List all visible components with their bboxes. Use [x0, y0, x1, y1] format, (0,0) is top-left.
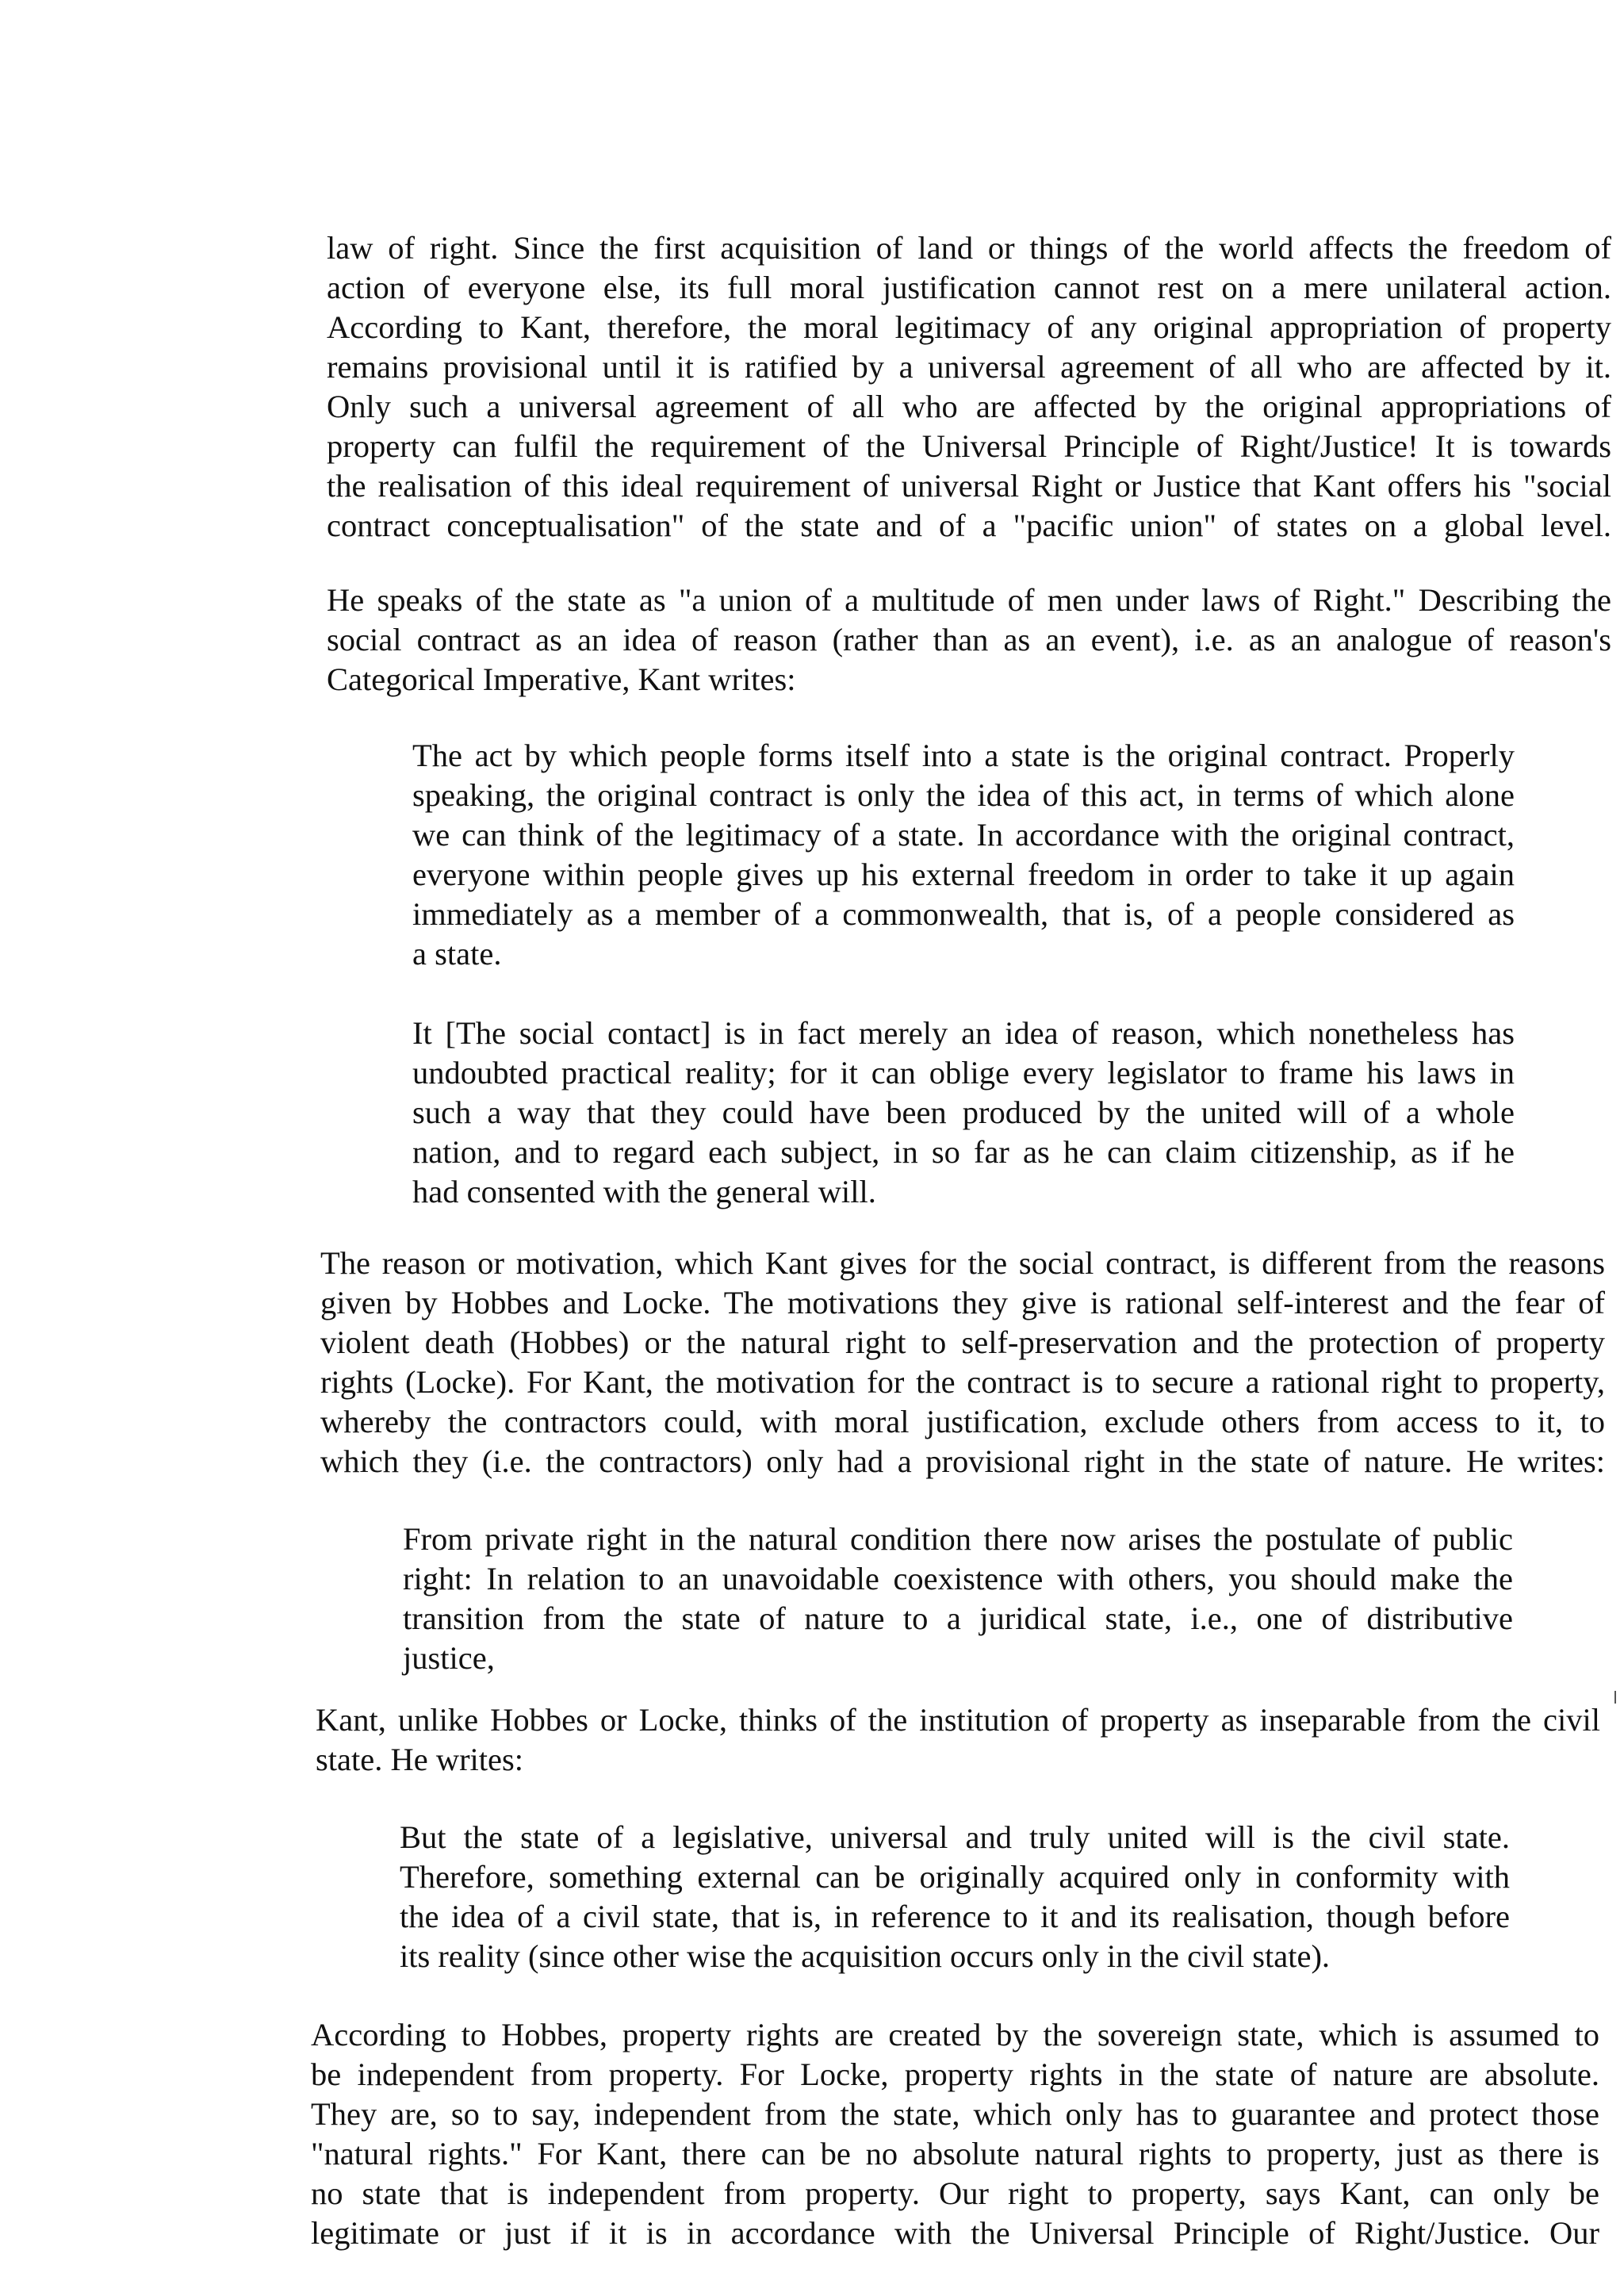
- text-line: "natural rights." For Kant, there can be no absolute natural rights to property, just as there is: [311, 2136, 1599, 2171]
- quote-line: Therefore, something external can be originally acquired only in conformity with: [400, 1859, 1510, 1895]
- text-line: action of everyone else, its full moral justification cannot rest on a mere unilateral action.: [327, 270, 1611, 305]
- text-line: According to Hobbes, property rights are created by the sovereign state, which is assumed to: [311, 2017, 1599, 2052]
- text-line: They are, so to say, independent from the state, which only has to guarantee and protect those: [311, 2096, 1599, 2132]
- quote-line: The act by which people forms itself into a state is the original contract. Properly: [412, 738, 1515, 773]
- text-line: rights (Locke). For Kant, the motivation for the contract is to secure a rational right to property,: [320, 1364, 1605, 1400]
- quote-line: transition from the state of nature to a juridical state, i.e., one of distributive: [403, 1600, 1513, 1636]
- text-line: law of right. Since the first acquisition of land or things of the world affects the freedom of: [327, 230, 1611, 266]
- quote-line: we can think of the legitimacy of a state. In accordance with the original contract,: [412, 817, 1515, 853]
- margin-mark: [1614, 1691, 1616, 1704]
- body-paragraph: [311, 2015, 1599, 2253]
- quote-line: nation, and to regard each subject, in so far as he can claim citizenship, as if he: [412, 1134, 1515, 1170]
- text-line: Only such a universal agreement of all who are affected by the original appropriations of: [327, 389, 1611, 424]
- text-line: violent death (Hobbes) or the natural right to self-preservation and the protection of property: [320, 1324, 1605, 1360]
- text-line: which they (i.e. the contractors) only had a provisional right in the state of nature. He writes:: [320, 1443, 1605, 1479]
- text-line: given by Hobbes and Locke. The motivations they give is rational self-interest and the fear of: [320, 1285, 1605, 1320]
- text-line: contract conceptualisation" of the state and of a "pacific union" of states on a global level.: [327, 508, 1611, 543]
- quote-line: such a way that they could have been produced by the united will of a whole: [412, 1094, 1515, 1130]
- block-quote: [403, 1520, 1513, 1678]
- block-quote: [412, 736, 1515, 974]
- text-line: state. He writes:: [316, 1742, 524, 1777]
- body-paragraph: [327, 228, 1611, 546]
- text-line: the realisation of this ideal requirement of universal Right or Justice that Kant offers his "social: [327, 468, 1611, 504]
- quote-line: right: In relation to an unavoidable coexistence with others, you should make the: [403, 1561, 1513, 1596]
- quote-line: But the state of a legislative, universal and truly united will is the civil state.: [400, 1819, 1510, 1855]
- quote-line: From private right in the natural condition there now arises the postulate of public: [403, 1521, 1513, 1557]
- body-paragraph: [316, 1700, 1600, 1780]
- text-line: Categorical Imperative, Kant writes:: [327, 661, 796, 697]
- body-paragraph: [327, 581, 1611, 699]
- block-quote: [412, 1014, 1515, 1212]
- quote-line: a state.: [412, 936, 502, 972]
- text-line: social contract as an idea of reason (rather than as an event), i.e. as an analogue of reason's: [327, 622, 1611, 657]
- text-line: remains provisional until it is ratified by a universal agreement of all who are affected by it.: [327, 349, 1611, 385]
- text-line: property can fulfil the requirement of the Universal Principle of Right/Justice! It is towards: [327, 428, 1611, 464]
- quote-line: speaking, the original contract is only the idea of this act, in terms of which alone: [412, 777, 1515, 813]
- quote-line: justice,: [403, 1640, 495, 1676]
- quote-line: the idea of a civil state, that is, in reference to it and its realisation, though before: [400, 1899, 1510, 1934]
- quote-line: everyone within people gives up his external freedom in order to take it up again: [412, 857, 1515, 892]
- quote-line: had consented with the general will.: [412, 1174, 876, 1209]
- quote-line: its reality (since other wise the acquisition occurs only in the civil state).: [400, 1938, 1331, 1974]
- text-line: According to Kant, therefore, the moral legitimacy of any original appropriation of property: [327, 309, 1611, 345]
- text-line: He speaks of the state as "a union of a multitude of men under laws of Right." Describing the: [327, 582, 1611, 618]
- text-line: no state that is independent from property. Our right to property, says Kant, can only be: [311, 2175, 1599, 2211]
- block-quote: [400, 1818, 1510, 1976]
- quote-line: undoubted practical reality; for it can oblige every legislator to frame his laws in: [412, 1055, 1515, 1090]
- text-line: The reason or motivation, which Kant gives for the social contract, is different from the reasons: [320, 1245, 1605, 1281]
- text-line: Kant, unlike Hobbes or Locke, thinks of the institution of property as inseparable from the civil: [316, 1702, 1600, 1738]
- body-paragraph: [320, 1244, 1605, 1481]
- text-line: be independent from property. For Locke, property rights in the state of nature are absolute.: [311, 2056, 1599, 2092]
- text-line: whereby the contractors could, with moral justification, exclude others from access to it, to: [320, 1404, 1605, 1439]
- quote-line: immediately as a member of a commonwealth, that is, of a people considered as: [412, 896, 1515, 932]
- text-line: legitimate or just if it is in accordance with the Universal Principle of Right/Justice. Our: [311, 2215, 1599, 2251]
- quote-line: It [The social contact] is in fact merely an idea of reason, which nonetheless has: [412, 1015, 1515, 1051]
